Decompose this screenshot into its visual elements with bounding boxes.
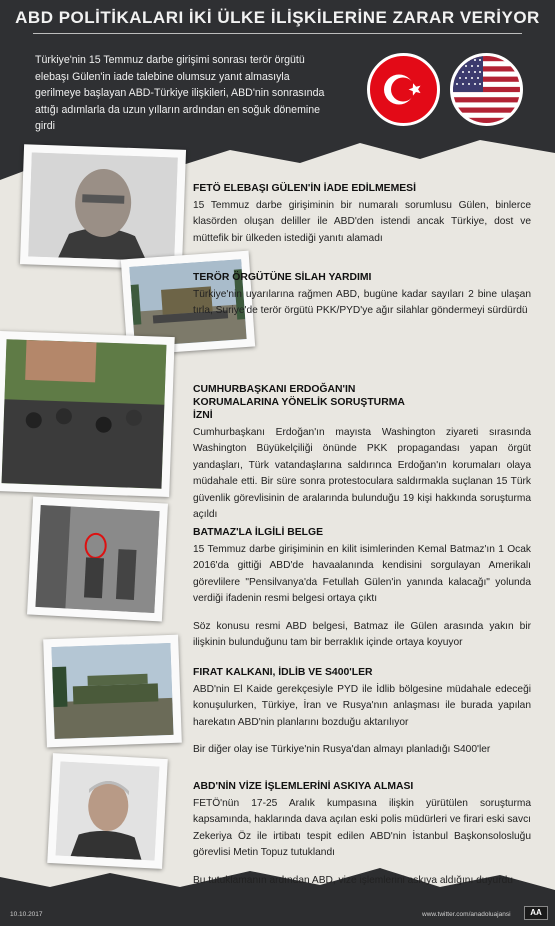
section-extra: Bir diğer olay ise Türkiye'nin Rusya'dan almayı planladığı S400'ler: [193, 744, 491, 756]
section-body: 15 Temmuz darbe girişiminin en kilit isimlerinden Kemal Batmaz'ın 1 Ocak 2016'da gittiği ABD'de havaalanında kendisini sorgulayan Amerikalı görevlilere "Pensilvanya'da Fetullah Gülen'in yanında kalacağı" yolunda verdiği ifadenin resmi belgesi ortaya çıktı: [193, 544, 531, 605]
section-weapon-aid: [193, 271, 531, 320]
section-title: CUMHURBAŞKANI ERDOĞAN'IN KORUMALARINA YÖNELİK SORUŞTURMA İZNİ: [193, 384, 405, 421]
intro-text: Türkiye'nin 15 Temmuz darbe girişimi sonrası terör örgütü elebaşı Gülen'in iade talebine olumsuz yanıt almasıyla gerilmeye başlayan ABD-Türkiye ilişkileri, ABD'nin sonrasında attığı adımlarla da uzun yılların ardından en soğuk dönemine girdi: [35, 54, 325, 132]
section-title: FIRAT KALKANI, İDLİB VE S400'LER: [193, 667, 373, 678]
turkey-flag-icon: [367, 53, 440, 126]
section-body: ABD'nin El Kaide gerekçesiyle PYD ile İdlib bölgesine müdahale edeceği konuşulurken, Türkiye, İran ve Rusya'nın anlaşması ile burada yapılan harekatın ABD'nin planlarını bozduğu aktarılıyor: [193, 684, 531, 728]
photo-gulen: [20, 144, 186, 270]
section-body: FETÖ'nün 17-25 Aralık kumpasına ilişkin yürütülen soruşturma kapsamında, haklarında dava açılan eski polis müdürleri ve firari eski savcı Zekeriya Öz ile irtibatı tespit edilen ABD'nin İstanbul Başkonsolosluğu görevlisi Metin Topuz tutuklandı: [193, 798, 531, 859]
section-title: BATMAZ'LA İLGİLİ BELGE: [193, 527, 324, 538]
section-title: ABD'NİN VİZE İŞLEMLERİNİ ASKIYA ALMASI: [193, 781, 414, 792]
photo-metin-topuz: [47, 753, 168, 869]
section-body: Cumhurbaşkanı Erdoğan'ın mayısta Washington ziyareti sırasında Washington Büyükelçiliği önünde PKK propagandası yapan örgüt yandaşları, Türk vatandaşlarına saldırınca Erdoğan'ın korumaları olaya müdahale etti. Bir süre sonra protestoculara saldırmakla suçlanan 15 Türk güvenlik görevlisinin de aralarında bulunduğu 19 kişi hakkında soruşturma açıldı: [193, 427, 531, 521]
footer-twitter-link[interactable]: www.twitter.com/anadoluajansi: [422, 911, 511, 918]
photo-batmaz-airport: [27, 497, 168, 622]
footer: [0, 905, 555, 926]
page-title: ABD POLİTİKALARI İKİ ÜLKE İLİŞKİLERİNE ZARAR VERİYOR: [15, 8, 540, 27]
section-visa-suspension: [193, 780, 531, 889]
footer-date: 10.10.2017: [10, 911, 43, 918]
section-title: FETÖ ELEBAŞI GÜLEN'İN İADE EDİLMEMESİ: [193, 183, 416, 194]
section-extra: Bu tutuklamanın ardından ABD, vize işlemlerini askıya aldığını duyurdu: [193, 874, 513, 886]
section-body: Türkiye'nin uyarılarına rağmen ABD, bugüne kadar sayıları 2 bine ulaşan tırla, Suriye'de terör örgütü PKK/PYD'ye ağır silahlar göndermeyi sürdürdü: [193, 289, 531, 317]
photo-washington-scuffle: [0, 331, 175, 497]
section-body: 15 Temmuz darbe girişiminin bir numaralı sorumlusu Gülen, binlerce klasörden oluşan deliller ile ABD'den istendi ancak Türkiye, dost ve müttefik bir ülkeden istediği yanıtı alamadı: [193, 200, 531, 244]
section-batmaz-document: [193, 526, 531, 651]
usa-flag-icon: [450, 53, 523, 126]
aa-logo: AA: [524, 906, 548, 920]
section-gulen-extradition: [193, 182, 531, 247]
section-euphrates-shield: [193, 666, 531, 759]
section-extra: Söz konusu resmi ABD belgesi, Batmaz ile Gülen arasında yakın bir ilişkinin bulunduğunu tam bir berraklık içinde ortaya koyuyor: [193, 620, 531, 649]
photo-s400-system: [43, 635, 182, 748]
section-title: TERÖR ÖRGÜTÜNE SİLAH YARDIMI: [193, 272, 372, 283]
title-divider: [33, 33, 522, 34]
section-bodyguard-investigation: [193, 383, 531, 523]
